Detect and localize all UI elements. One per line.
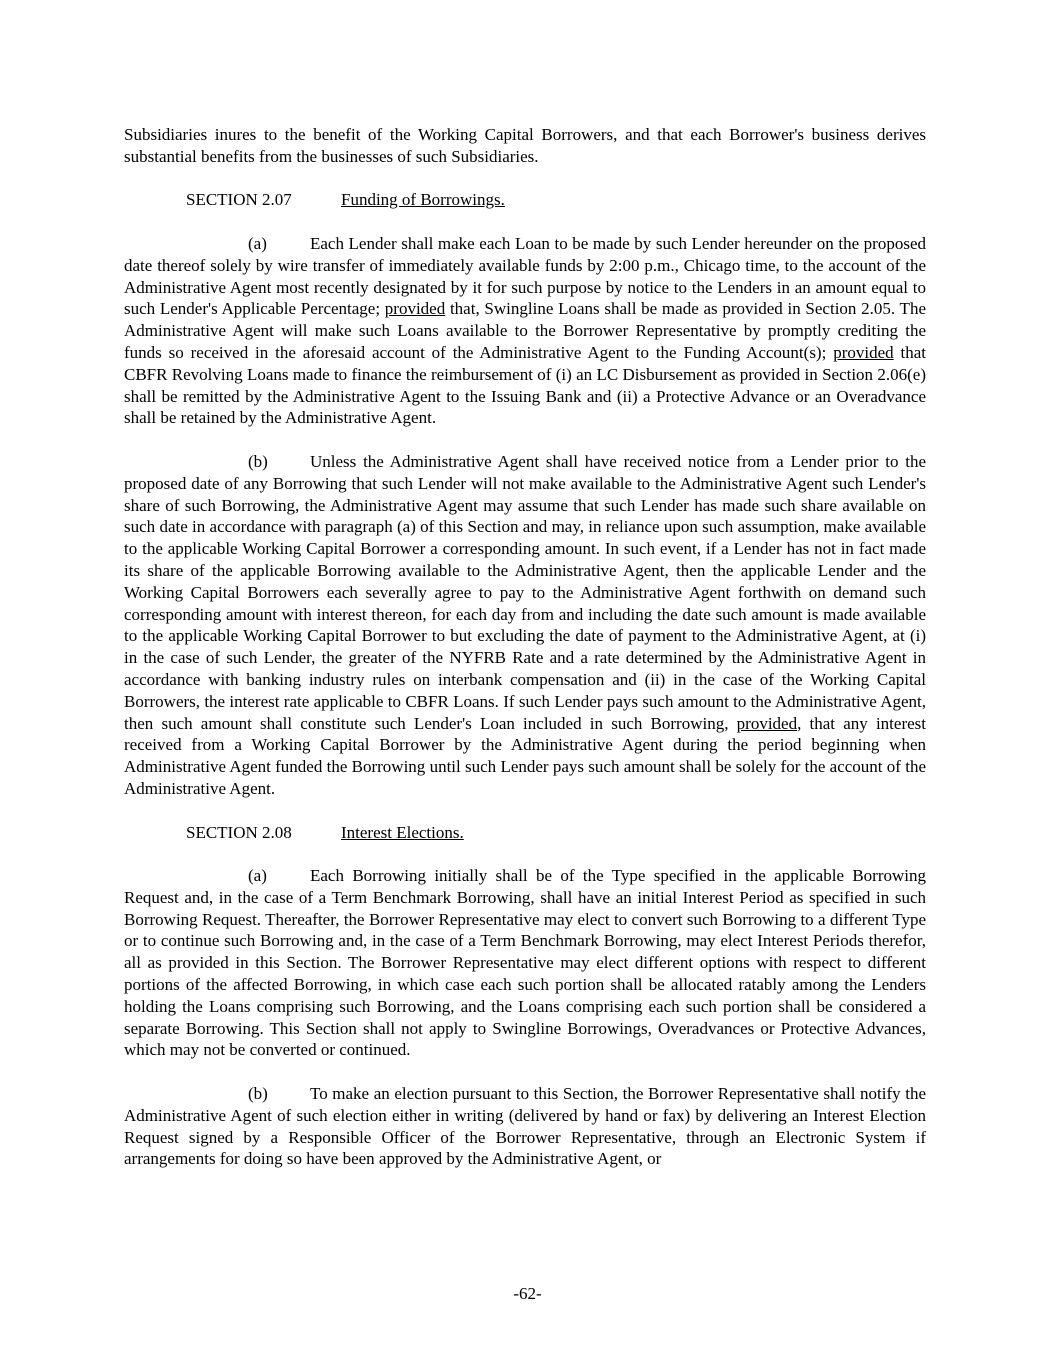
section-2-07-heading xyxy=(124,189,926,211)
section-2-07-title: Funding of Borrowings. xyxy=(341,190,505,210)
section-2-07-paragraph-b xyxy=(124,451,926,800)
paragraph-label: (a) xyxy=(248,233,267,253)
spacer xyxy=(124,168,926,190)
paragraph-text: To make an election pursuant to this Section, the Borrower Representative shall notify the Administrative Agent of such election either in writing (delivered by hand or fax) by delivering an Interest Election Request signed by a Responsible Officer of the Borrower Representative, through an Electronic System if arrangements for doing so have been approved by the Administrative Agent, or xyxy=(124,1084,926,1169)
section-2-07-number: SECTION 2.07 xyxy=(186,190,292,210)
document-page xyxy=(124,124,926,1170)
section-2-08-title: Interest Elections. xyxy=(341,822,464,842)
paragraph-text: Each Lender shall make each Loan to be made by such Lender hereunder on the proposed date thereof solely by wire transfer of immediately available funds by 2:00 p.m., Chicago time, to the account of the Administrative Agent most recently designated by it for such purpose by notice to the Lenders in an amount equal to such Lender's Applicable Percentage; xyxy=(124,233,926,319)
paragraph-label: (b) xyxy=(248,451,268,471)
section-2-08-number: SECTION 2.08 xyxy=(186,822,292,842)
section-2-07-paragraph-a xyxy=(124,233,926,429)
spacer xyxy=(124,429,926,451)
paragraph-text: Each Borrowing initially shall be of the Type specified in the applicable Borrowing Request and, in the case of a Term Benchmark Borrowing, shall have an initial Interest Period as specified in such Borrowing Request. Thereafter, the Borrower Representative may elect to convert such Borrowing to a different Type or to continue such Borrowing and, in the case of a Term Benchmark Borrowing, may elect Interest Periods therefor, all as provided in this Section. The Borrower Representative may elect different options with respect to different portions of the affected Borrowing, in which case each such portion shall be allocated ratably among the Lenders holding the Loans comprising such Borrowing, and the Loans comprising each such portion shall be considered a separate Borrowing. This Section shall not apply to Swingline Borrowings, Overadvances or Protective Advances, which may not be converted or continued. xyxy=(124,866,926,1060)
paragraph-label: (a) xyxy=(248,866,267,886)
provided-term: provided xyxy=(384,299,446,319)
section-2-08-heading xyxy=(124,822,926,844)
page-number: -62- xyxy=(513,1284,542,1303)
paragraph-text: , that any interest received from a Working Capital Borrower by the Administrative Agent during the period beginning when Administrative Agent funded the Borrowing until such Lender pays such amount shall be solely for the account of the Administrative Agent. xyxy=(124,713,926,798)
paragraph-label: (b) xyxy=(248,1084,268,1104)
spacer xyxy=(124,800,926,822)
paragraph-text: that CBFR Revolving Loans made to finance the reimbursement of (i) an LC Disbursement as provided in Section 2.06(e) shall be remitted by the Administrative Agent to the Issuing Bank and (ii) a Protective Advance or an Overadvance shall be retained by the Administrative Agent. xyxy=(124,342,926,428)
paragraph-text: Unless the Administrative Agent shall have received notice from a Lender prior to the proposed date of any Borrowing that such Lender will not make available to the Administrative Agent such Lender's share of such Borrowing, the Administrative Agent may assume that such Lender has made such share available on such date in accordance with paragraph (a) of this Section and may, in reliance upon such assumption, make available to the applicable Working Capital Borrower a corresponding amount. In such event, if a Lender has not in fact made its share of the applicable Borrowing available to the Administrative Agent, then the applicable Lender and the Working Capital Borrowers each severally agree to pay to the Administrative Agent forthwith on demand such corresponding amount with interest thereon, for each day from and including the date such amount is made available to the applicable Working Capital Borrower to but excluding the date of payment to the Administrative Agent, at (i) in the case of such Lender, the greater of the NYFRB Rate and a rate determined by the Administrative Agent in accordance with banking industry rules on interbank compensation and (ii) in the case of the Working Capital Borrowers, the interest rate applicable to CBFR Loans. If such Lender pays such amount to the Administrative Agent, then such amount shall constitute such Lender's Loan included in such Borrowing, xyxy=(124,451,926,733)
spacer xyxy=(124,211,926,233)
provided-term: provided xyxy=(833,342,894,362)
provided-term: provided xyxy=(736,713,798,733)
paragraph-text: that, Swingline Loans shall be made as provided in Section 2.05. The Administrative Agent will make such Loans available to the Borrower Representative by promptly crediting the funds so received in the aforesaid account of the Administrative Agent to the Funding Account(s); xyxy=(124,299,926,362)
section-2-08-paragraph-a xyxy=(124,865,926,1061)
section-2-08-paragraph-b xyxy=(124,1083,926,1170)
spacer xyxy=(124,1061,926,1083)
spacer xyxy=(124,843,926,865)
intro-paragraph: Subsidiaries inures to the benefit of the Working Capital Borrowers, and that each Borrower's business derives substantial benefits from the businesses of such Subsidiaries. xyxy=(124,125,926,166)
